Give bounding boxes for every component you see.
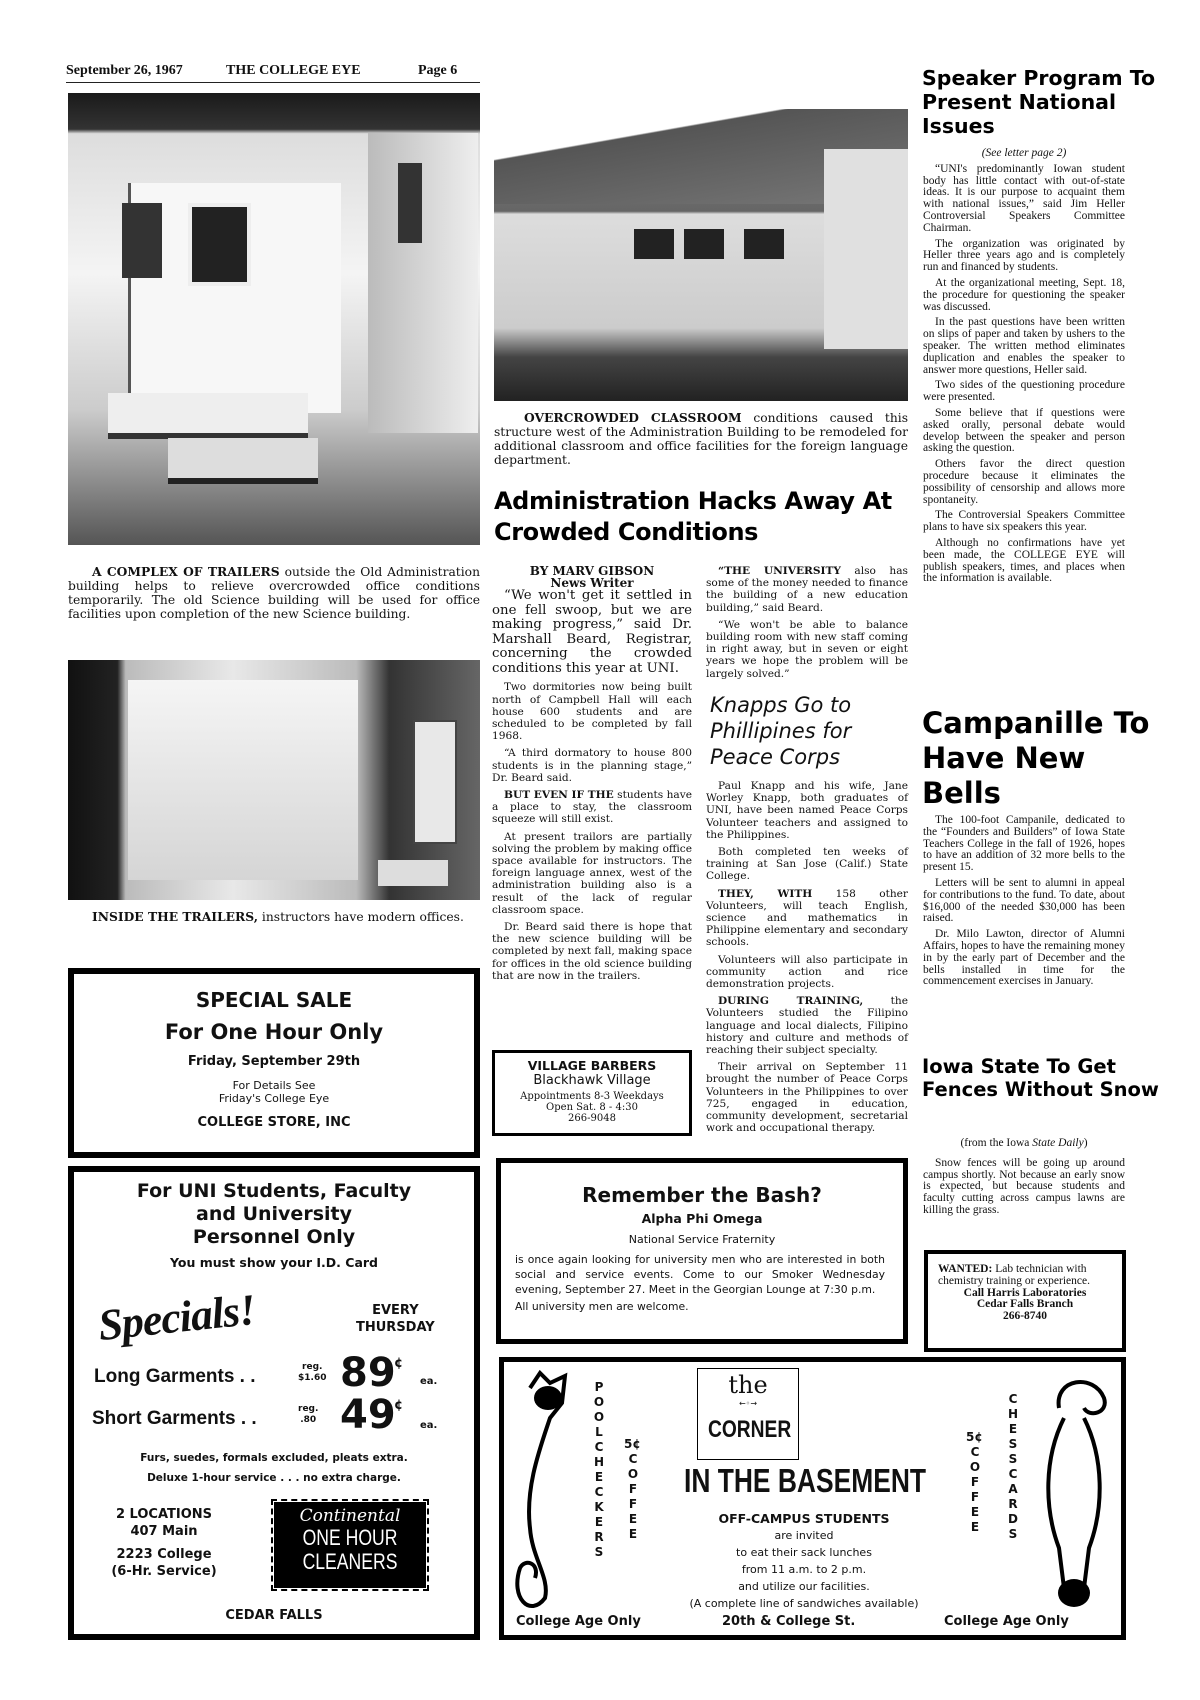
- speaker-headline: Speaker Program To Present National Issues: [922, 66, 1156, 138]
- id-note: You must show your I.D. Card: [169, 1255, 378, 1270]
- logo-the: the: [728, 1371, 768, 1399]
- cat-left-icon: [510, 1368, 580, 1618]
- sale-price: 89: [340, 1350, 396, 1396]
- coffee-price: 5¢: [624, 1437, 641, 1451]
- item-label: Short Garments . .: [92, 1408, 257, 1429]
- reg-label: reg.: [298, 1404, 319, 1414]
- location-2: 2223 College: [116, 1547, 212, 1562]
- deluxe-note: Deluxe 1-hour service . . . no extra charge.: [147, 1472, 401, 1484]
- cleaners-ad: [68, 1166, 480, 1640]
- wanted-text: WANTED: Lab technician with chemistry training or experience.: [938, 1263, 1090, 1287]
- paragraph: Two dormitories now being built north of Campbell Hall will each house 600 students and are scheduled to be completed by fall 1968.: [492, 681, 692, 743]
- cent-sign: ¢: [394, 1356, 404, 1371]
- paragraph: Two sides of the questioning procedure were presented.: [923, 379, 1125, 404]
- paragraph: Some believe that if questions were asked orally, personal debate would develop between the speaker and person asking the question.: [923, 406, 1125, 455]
- wanted-branch: Cedar Falls Branch: [976, 1298, 1074, 1311]
- corner-logo: the ←◦→ CORNER: [697, 1368, 799, 1460]
- admin-headline: Administration Hacks Away At Crowded Conditions: [494, 487, 892, 546]
- caption-text: instructors have modern offices.: [258, 910, 464, 924]
- basement-heading: IN THE BASEMENT: [684, 1462, 927, 1499]
- village-barbers-ad: [492, 1050, 692, 1136]
- audience: OFF-CAMPUS STUDENTS: [718, 1511, 890, 1526]
- ad-headline: and University: [196, 1203, 352, 1225]
- masthead: [66, 63, 480, 83]
- ad-hours: Appointments 8-3 Weekdays: [520, 1091, 664, 1102]
- fences-headline: Iowa State To Get Fences Without Snow: [922, 1055, 1159, 1101]
- paragraph: Others favor the direct question procedure because it eliminates the possibility of censorship and allows more spontaneity.: [923, 458, 1125, 506]
- cent-sign: ¢: [394, 1398, 404, 1413]
- every-label: EVERY: [372, 1303, 419, 1318]
- ad-line: and utilize our facilities.: [738, 1580, 870, 1593]
- issue-date: September 26, 1967: [66, 63, 183, 78]
- caption-lead: OVERCROWDED CLASSROOM: [524, 410, 742, 425]
- ad-org-desc: National Service Fraternity: [628, 1233, 776, 1246]
- sale-price: 49: [340, 1392, 396, 1438]
- ad-line: (A complete line of sandwiches available): [689, 1597, 919, 1610]
- paper-name: THE COLLEGE EYE: [226, 63, 361, 78]
- logo-corner: CORNER: [708, 1416, 792, 1443]
- paragraph: Letters will be sent to alumni in appeal for contributions to the fund. To date, about $16,000 of the needed $30,000 has been raised.: [923, 876, 1125, 925]
- paragraph: DURING TRAINING, the Volunteers studied the Filipino language and local dialects, Filipino history and culture and methods of reaching their subject specialty.: [706, 995, 908, 1057]
- caption-text: conditions caused this structure west of the Administration Building to be remodeled for additional classroom and office facilities for the foreign language department.: [494, 411, 908, 467]
- paragraph: THEY, WITH 158 other Volunteers, will teach English, science and mathematics in Philippine elementary and secondary schools.: [706, 887, 908, 949]
- campanille-headline: Campanille To Have New Bells: [922, 706, 1150, 810]
- paragraph: At present trailors are partially solving the problem by making office space available for instructors. The foreign language annex, west of the administration building also is a result of the lack of regular classroom space.: [492, 830, 692, 916]
- logo-line: CLEANERS: [302, 1549, 398, 1574]
- wanted-phone: 266-8740: [1002, 1310, 1048, 1323]
- footer-address: 20th & College St.: [722, 1614, 856, 1629]
- ad-closing: All university men are welcome.: [515, 1300, 689, 1313]
- fences-article: [923, 1138, 1125, 1221]
- coffee-price: 5¢: [966, 1430, 983, 1444]
- location-2-note: (6-Hr. Service): [111, 1564, 217, 1579]
- paragraph: “We won't get it settled in one fell swoop, but we are making progress,” said Dr. Marshall Beard, Registrar, concerning the crowded conditions this year at UNI.: [492, 588, 692, 676]
- paragraph: The organization was originated by Heller three years ago and is completely run and financed by students.: [923, 237, 1125, 274]
- paragraph: Although no confirmations have yet been made, the COLLEGE EYE will publish speakers, times, and places when the information is available.: [923, 536, 1125, 585]
- coffee-label: COFFEE: [627, 1452, 639, 1541]
- cat-right-icon: [1034, 1368, 1114, 1618]
- paragraph: “THE UNIVERSITY also has some of the money needed to finance the building of a new education building,” said Beard.: [706, 565, 908, 614]
- byline-title: News Writer: [550, 576, 634, 591]
- exclusions-note: Furs, suedes, formals excluded, pleats extra.: [140, 1452, 408, 1464]
- paragraph: At the organizational meeting, Sept. 18, the procedure for questioning the speaker was discussed.: [923, 276, 1125, 313]
- reg-label: reg.: [302, 1362, 323, 1372]
- right-games-list: CHESS CARDS: [1007, 1392, 1019, 1541]
- see-letter-note: (See letter page 2): [981, 147, 1067, 159]
- each-label: ea.: [420, 1376, 438, 1387]
- paragraph: The Controversial Speakers Committee plans to have six speakers this year.: [923, 509, 1125, 534]
- caption-lead: INSIDE THE TRAILERS,: [92, 909, 258, 924]
- left-games-list: POOL CHECKERS: [593, 1380, 605, 1559]
- item-label: Long Garments . .: [94, 1366, 256, 1387]
- campanille-article: [923, 815, 1125, 992]
- knapps-article: [706, 780, 908, 1139]
- ad-hours: Open Sat. 8 - 4:30: [546, 1102, 638, 1113]
- reg-price: .80: [300, 1415, 317, 1425]
- footer-right: College Age Only: [944, 1614, 1069, 1629]
- special-sale-ad: [68, 968, 480, 1158]
- paragraph: “A third dormatory to house 800 students is in the planning stage,” Dr. Beard said.: [492, 747, 692, 784]
- ad-body: is once again looking for university men who are interested in both social and service events. Come to our Smoker Wednesday evening, September 27. Meet in the Georgian Lounge at 7:30 p.m.: [515, 1253, 885, 1296]
- locations-label: 2 LOCATIONS: [115, 1507, 213, 1522]
- ad-subtitle: For One Hour Only: [164, 1020, 384, 1044]
- ad-line: to eat their sack lunches: [736, 1546, 872, 1559]
- location-1: 407 Main: [130, 1524, 198, 1539]
- ad-location: Blackhawk Village: [533, 1073, 651, 1088]
- alpha-phi-omega-ad: [496, 1158, 908, 1344]
- ad-store: COLLEGE STORE, INC: [197, 1115, 351, 1130]
- ad-name: VILLAGE BARBERS: [527, 1058, 657, 1073]
- paragraph: Snow fences will be going up around campus shortly. Not because an early snow is expected, but because students and faculty cutting across campus lawns are killing the grass.: [923, 1156, 1125, 1216]
- ad-line: from 11 a.m. to 2 p.m.: [741, 1563, 867, 1576]
- paragraph: “We won't be able to balance building room with new staff coming in right away, but in seven or eight years we hope the problem will be largely solved.”: [706, 618, 908, 680]
- admin-article-col1: [492, 565, 692, 987]
- continental-logo: [274, 1502, 426, 1588]
- knapps-headline: Knapps Go to Phillipines for Peace Corps: [710, 693, 852, 769]
- ad-phone: 266-9048: [568, 1113, 616, 1124]
- paragraph: The 100-foot Campanile, dedicated to the “Founders and Builders” of Iowa State Teachers College in the fall of 1926, hopes to have an addition of 32 more bells to the present 15.: [923, 814, 1125, 874]
- paragraph: In the past questions have been written on slips of paper and taken by ushers to the speaker. The written method eliminates duplication and enables the speaker to answer more questions, Heller said.: [923, 316, 1125, 376]
- paragraph: Dr. Milo Lawton, director of Alumni Affairs, hopes to have the remaining money in by the early part of December and the bells installed in time for the commencement exercises in January.: [923, 928, 1125, 988]
- ad-line: are invited: [774, 1529, 834, 1542]
- caption-text: outside the Old Administration building helps to relieve overcrowded office conditions temporarily. The old Science building will be used for office facilities upon completion of the new Science building.: [68, 565, 480, 621]
- long-garments-row: [94, 1350, 474, 1396]
- inside-trailers-photo: [68, 660, 480, 900]
- source-note: (from the Iowa State Daily): [960, 1137, 1088, 1149]
- paragraph: Both completed ten weeks of training at San Jose (Calif.) State College.: [706, 846, 908, 883]
- ad-headline: For UNI Students, Faculty: [136, 1180, 412, 1202]
- byline: BY MARV GIBSON: [529, 564, 655, 578]
- ad-org: Alpha Phi Omega: [641, 1211, 763, 1226]
- wanted-ad: [924, 1250, 1126, 1352]
- ad-details: For Details See: [232, 1079, 316, 1092]
- paragraph: BUT EVEN IF THE students have a place to stay, the classroom squeeze will still exist.: [492, 789, 693, 826]
- inside-trailers-caption: [68, 910, 480, 929]
- coffee-label: COFFEE: [969, 1445, 981, 1534]
- each-label: ea.: [420, 1420, 438, 1431]
- city-label: CEDAR FALLS: [225, 1608, 323, 1623]
- paragraph: Volunteers will also participate in community action and rice demonstration projects.: [706, 953, 908, 991]
- classroom-caption: [494, 411, 908, 472]
- admin-article-col2: [706, 565, 908, 685]
- trailers-caption: [68, 565, 480, 626]
- wanted-company: Call Harris Laboratories: [963, 1286, 1087, 1299]
- ad-title: Remember the Bash?: [582, 1183, 822, 1207]
- reg-price: $1.60: [298, 1373, 327, 1383]
- caption-lead: A COMPLEX OF TRAILERS: [92, 564, 280, 579]
- short-garments-row: [92, 1392, 472, 1438]
- footer-left: College Age Only: [516, 1614, 641, 1629]
- paragraph: Paul Knapp and his wife, Jane Worley Knapp, both graduates of UNI, have been named Peace Corps Volunteer teachers and assigned to the Philippines.: [706, 780, 908, 841]
- page-number: Page 6: [418, 63, 458, 78]
- ad-title: SPECIAL SALE: [195, 988, 353, 1012]
- the-corner-ad: [499, 1357, 1126, 1640]
- paragraph: Dr. Beard said there is hope that the new science building will be completed by next fall, making space for offices in the old science building that are now in the trailers.: [492, 921, 692, 982]
- logo-line: ONE HOUR: [302, 1525, 398, 1550]
- ad-headline: Personnel Only: [192, 1226, 356, 1248]
- classroom-building-photo: [494, 109, 908, 401]
- thursday-label: THURSDAY: [356, 1320, 435, 1335]
- ad-details: Friday's College Eye: [218, 1092, 330, 1105]
- logo-script: Continental: [299, 1506, 401, 1526]
- specials-script: Specials!: [95, 1284, 258, 1351]
- speaker-article: [923, 148, 1125, 589]
- trailers-photo: [68, 93, 480, 545]
- paragraph: Their arrival on September 11 brought the number of Peace Corps Volunteers in the Philippines to over 725, engaged in education, community development, secretarial work and occupational therapy.: [706, 1061, 908, 1135]
- paragraph: “UNI's predominantly Iowan student body has little contact with out-of-state ideas. It is our purpose to acquaint them with national issues,” said Jim Heller Controversial Speakers Committee Chairman.: [923, 162, 1125, 234]
- ad-date: Friday, September 29th: [187, 1054, 361, 1069]
